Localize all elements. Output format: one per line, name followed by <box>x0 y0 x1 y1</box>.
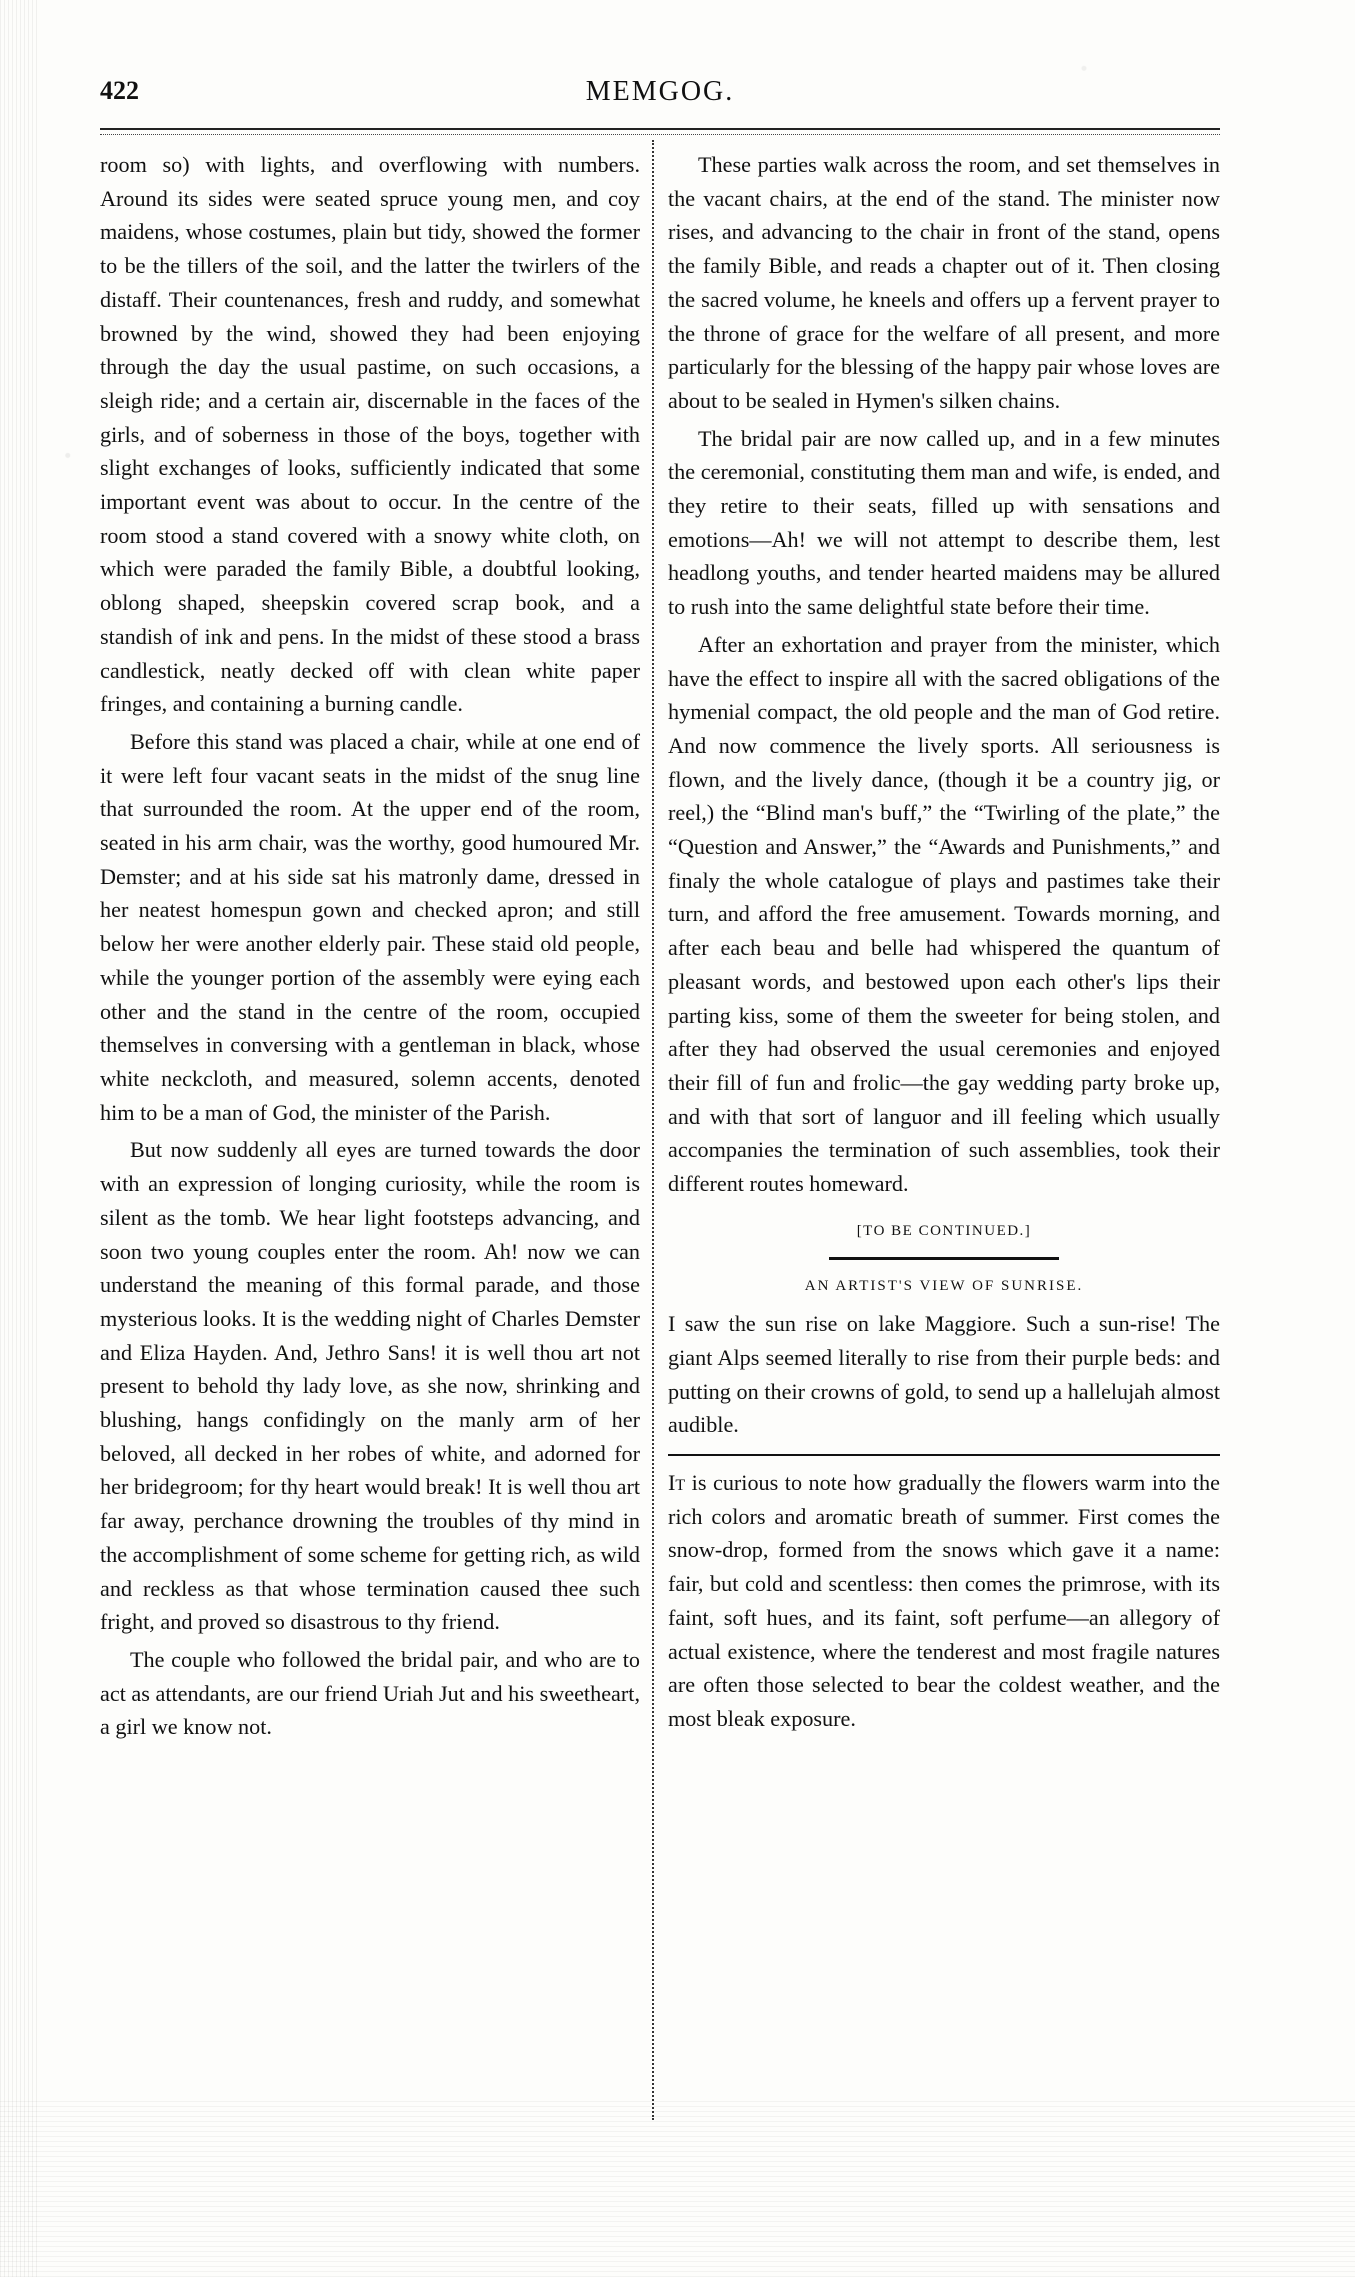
left-paragraph-1: room so) with lights, and overflowing with numbers. Around its sides were seated spruce young men, and coy maidens, whose costumes, plain but tidy, showed the former to be the tillers of the soil, and the latter the twirlers of the distaff. Their countenances, fresh and ruddy, and somewhat browned by the wind, showed they had been enjoying through the day the usual pastime, on such occasions, a sleigh ride; and a certain air, discernable in the faces of the girls, and of soberness in those of the boys, together with slight exchanges of looks, sufficiently indicated that some important event was about to occur. In the centre of the room stood a stand covered with a snowy white cloth, on which were paraded the family Bible, a doubtful looking, oblong shaped, sheepskin covered scrap book, and a standish of ink and pens. In the midst of these stood a brass candlestick, neatly decked off with clean white paper fringes, and containing a burning candle. <box>100 152 640 717</box>
column-divider <box>652 140 654 2120</box>
running-title: MEMGOG. <box>585 76 735 107</box>
right-paragraph-1: These parties walk across the room, and set themselves in the vacant chairs, at the end of the stand. The minister now rises, and advancing to the chair in front of the stand, opens the family Bible, and reads a chapter out of it. Then closing the sacred volume, he kneels and offers up a fervent prayer to the throne of grace for the welfare of all present, and more particularly for the blessing of the happy pair whose loves are about to be sealed in Hymen's silken chains. <box>668 152 1220 413</box>
sunrise-paragraph: I saw the sun rise on lake Maggiore. Such a sun-rise! The giant Alps seemed literally to rise from their purple beds: and putting on their crowns of gold, to send up a hallelujah almost audible. <box>668 1311 1220 1438</box>
flowers-lead: It <box>668 1470 686 1496</box>
flowers-paragraph <box>668 1466 1220 1736</box>
right-paragraph-3: After an exhortation and prayer from the minister, which have the effect to inspire all with the sacred obligations of the hymenial compact, the old people and the man of God retire. And now commence the lively sports. All seriousness is flown, and the lively dance, (though it be a country jig, or reel,) the “Blind man's buff,” the “Twirling of the plate,” the “Question and Answer,” the “Awards and Punishments,” and finaly the whole catalogue of plays and pastimes take their turn, and afford the free amusement. Towards morning, and after each beau and belle had whispered the quantum of pleasant words, and bestowed upon each other's lips their parting kiss, some of them the sweeter for being stolen, and after they had observed the usual ceremonies and enjoyed their fill of fun and frolic—the gay wedding party broke up, and with that sort of languor and ill feeling which usually accompanies the termination of such assemblies, took their different routes homeward. <box>668 631 1220 1197</box>
continued-note: [TO BE CONTINUED.] <box>856 1222 1032 1239</box>
left-paragraph-4: The couple who followed the bridal pair, and who are to act as attendants, are our friend Uriah Jut and his sweetheart, a girl we know not. <box>100 1646 640 1740</box>
article-rule <box>668 1454 1220 1456</box>
left-column <box>100 148 640 1744</box>
left-paragraph-3: But now suddenly all eyes are turned towards the door with an expression of longing curiosity, while the room is silent as the tomb. We hear light footsteps advancing, and soon two young couples enter the room. Ah! now we can understand the meaning of this formal parade, and those mysterious looks. It is the wedding night of Charles Demster and Eliza Hayden. And, Jethro Sans! it is well thou art not present to behold thy lady love, as she now, shrinking and blushing, hangs confidingly on the manly arm of her beloved, all decked in her robes of white, and adorned for her bridegroom; for thy heart would break! It is well thou art far away, perchance drowning the troubles of thy mind in the accomplishment of some scheme for getting rich, as wild and reckless as that whose termination caused thee such fright, and proved so disastrous to thy friend. <box>100 1137 640 1635</box>
right-paragraph-2: The bridal pair are now called up, and in a few minutes the ceremonial, constituting them man and wife, is ended, and they retire to their seats, filled up with sensations and emotions—Ah! we will not attempt to describe them, lest headlong youths, and tender hearted maidens may be allured to rush into the same delightful state before their time. <box>668 425 1220 620</box>
right-column <box>668 148 1220 1736</box>
scan-edge-left <box>0 0 40 2277</box>
left-paragraph-2: Before this stand was placed a chair, while at one end of it were left four vacant seats in the midst of the snug line that surrounded the room. At the upper end of the room, seated in his arm chair, was the worthy, good humoured Mr. Demster; and at his side sat his matronly dame, dressed in her neatest homespun gown and checked apron; and still below her were another elderly pair. These staid old people, while the younger portion of the assembly were eying each other and the stand in the centre of the room, occupied themselves in conversing with a gentleman in black, whose white neckcloth, and measured, solemn accents, denoted him to be a man of God, the minister of the Parish. <box>100 728 640 1125</box>
section-rule <box>829 1257 1059 1260</box>
page-header <box>100 70 1220 120</box>
header-rule <box>100 128 1220 135</box>
sunrise-title: AN ARTIST'S VIEW OF SUNRISE. <box>804 1277 1084 1294</box>
flowers-text: is curious to note how gradually the flowers warm into the rich colors and aromatic breath of summer. First comes the snow-drop, formed from the snows which gave it a name: fair, but cold and scentless: then comes the primrose, with its faint, soft hues, and its faint, soft perfume—an allegory of actual existence, where the tenderest and most fragile natures are often those selected to bear the coldest weather, and the most bleak exposure. <box>668 1470 1220 1731</box>
page-number: 422 <box>100 76 139 105</box>
scan-edge-bottom <box>0 2097 1355 2277</box>
